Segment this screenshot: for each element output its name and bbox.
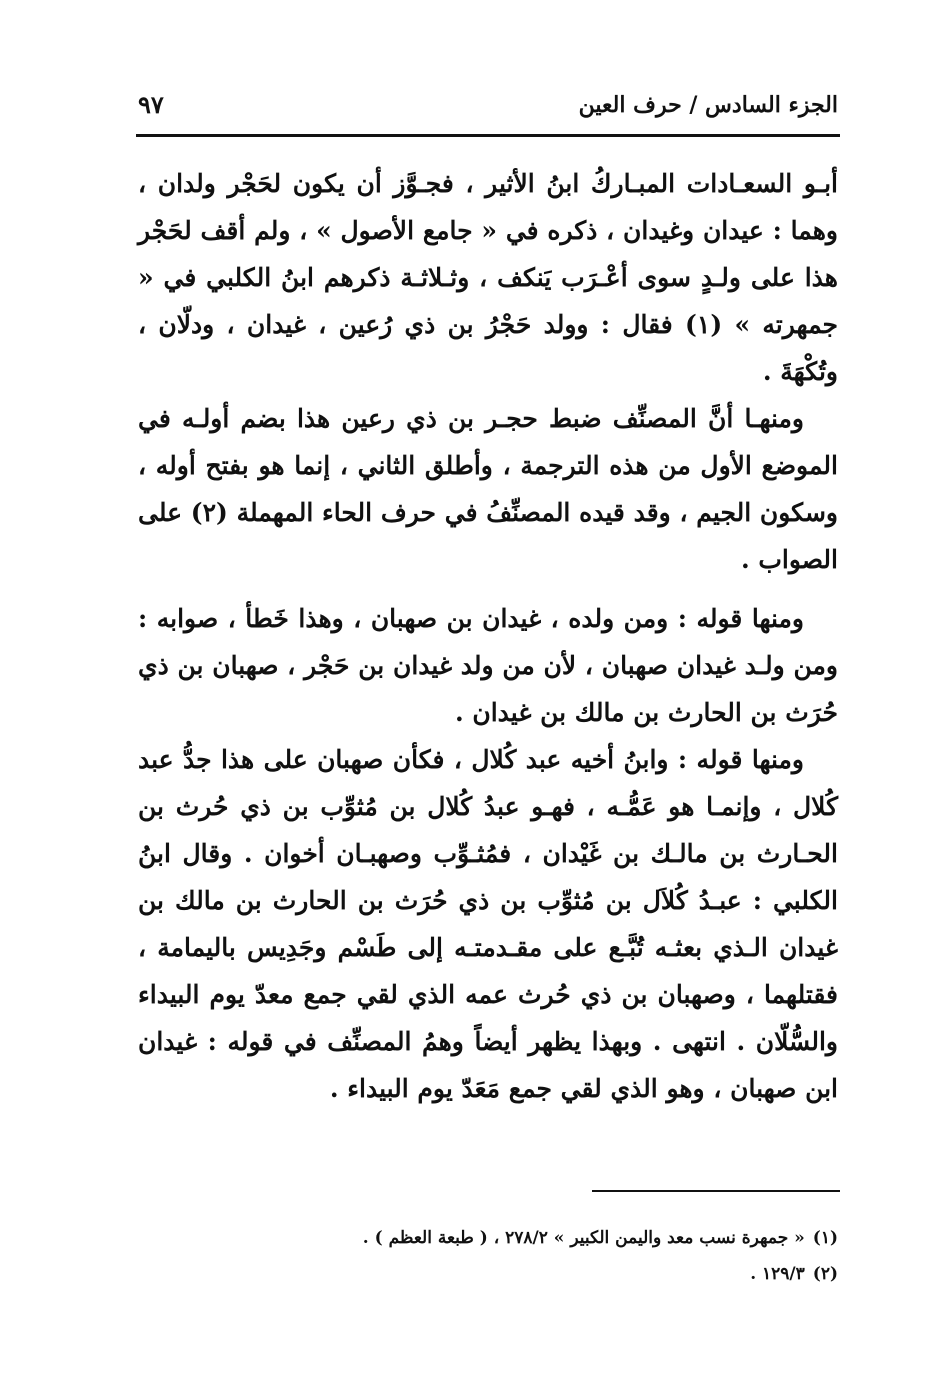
footnote-text: ١٢٩/٣ . xyxy=(750,1264,805,1284)
page-number: ٩٧ xyxy=(138,90,164,119)
footnote-text: « جمهرة نسب معد واليمن الكبير » ٢٧٨/٢ ، ( طبعة العظم ) . xyxy=(362,1228,805,1248)
main-text xyxy=(138,160,838,1112)
footnote xyxy=(138,1256,838,1292)
paragraph: ومنها قوله : ومن ولده ، غيدان بن صهبان ، وهذا خَطأ ، صوابه : ومن ولـد غيدان صهبان ، لأن من ولد غيدان بن حَجْر ، صهبان بن ذي حُرَث بن الحارث بن مالك بن غيدان . xyxy=(138,604,838,727)
running-head: الجزء السادس / حرف العين xyxy=(578,92,838,118)
paragraph: ومنهـا أنَّ المصنِّف ضبط حجـر بن ذي رعين هذا بضم أولـه في الموضع الأول من هذه الترجمة ، وأطلق الثاني ، إنما هو بفتح أوله ، وسكون الجيم ، وقد قيده المصنِّفُ في حرف الحاء المهملة (٢) على الصواب . xyxy=(138,404,838,574)
footnote xyxy=(138,1220,838,1256)
paragraph: ومنها قوله : وابنُ أخيه عبد كُلال ، فكأن صهبان على هذا جدُّ عبد كُلال ، وإنمـا هو عَمُّـه ، فهـو عبدُ كُلال بن مُثوِّب بن ذي حُرث بن الحـارث بن مالـك بن غَيْدان ، فمُثـوِّب وصهبـان أخوان . وقال ابنُ الكلبي : عبـدُ كُلاَل بن مُثوِّب بن ذي حُرَث بن الحارث بن مالك بن غيدان الـذي بعثـه تُبَّـع على مقـدمتـه إلى طَسْم وجَدِيس باليمامة ، فقتلهما ، وصهبان بن ذي حُرث عمه الذي لقي جمع معدّ يوم البيداء والسُّلّان . انتهى . وبهذا يظهر أيضاً وهمُ المصنِّف في قوله : غيدان ابن صهبان ، وهو الذي لقي جمع مَعَدّ يوم البيداء . xyxy=(138,745,838,1103)
header-divider xyxy=(136,134,840,137)
page-header xyxy=(138,84,838,128)
footnote-marker: (١) xyxy=(812,1228,838,1248)
footnote-marker: (٢) xyxy=(812,1264,838,1284)
paragraph: أبـو السعـادات المبـاركُ ابنُ الأثير ، فجـوَّز أن يكون لحَجْر ولدان ، وهما : عيدان وغيدان ، ذكره في « جامع الأصول » ، ولم أقف لحَجْر هذا على ولـدٍ سوى أعْـرَب يَنكف ، وثـلاثـة ذكرهم ابنُ الكلبي في « جمهرته » (١) فقال : وولد حَجْرُ بن ذي رُعين ، غيدان ، ودلّان ، وتُكْهَةَ . xyxy=(138,169,838,386)
footnotes xyxy=(138,1220,838,1292)
footnote-divider xyxy=(592,1190,840,1192)
